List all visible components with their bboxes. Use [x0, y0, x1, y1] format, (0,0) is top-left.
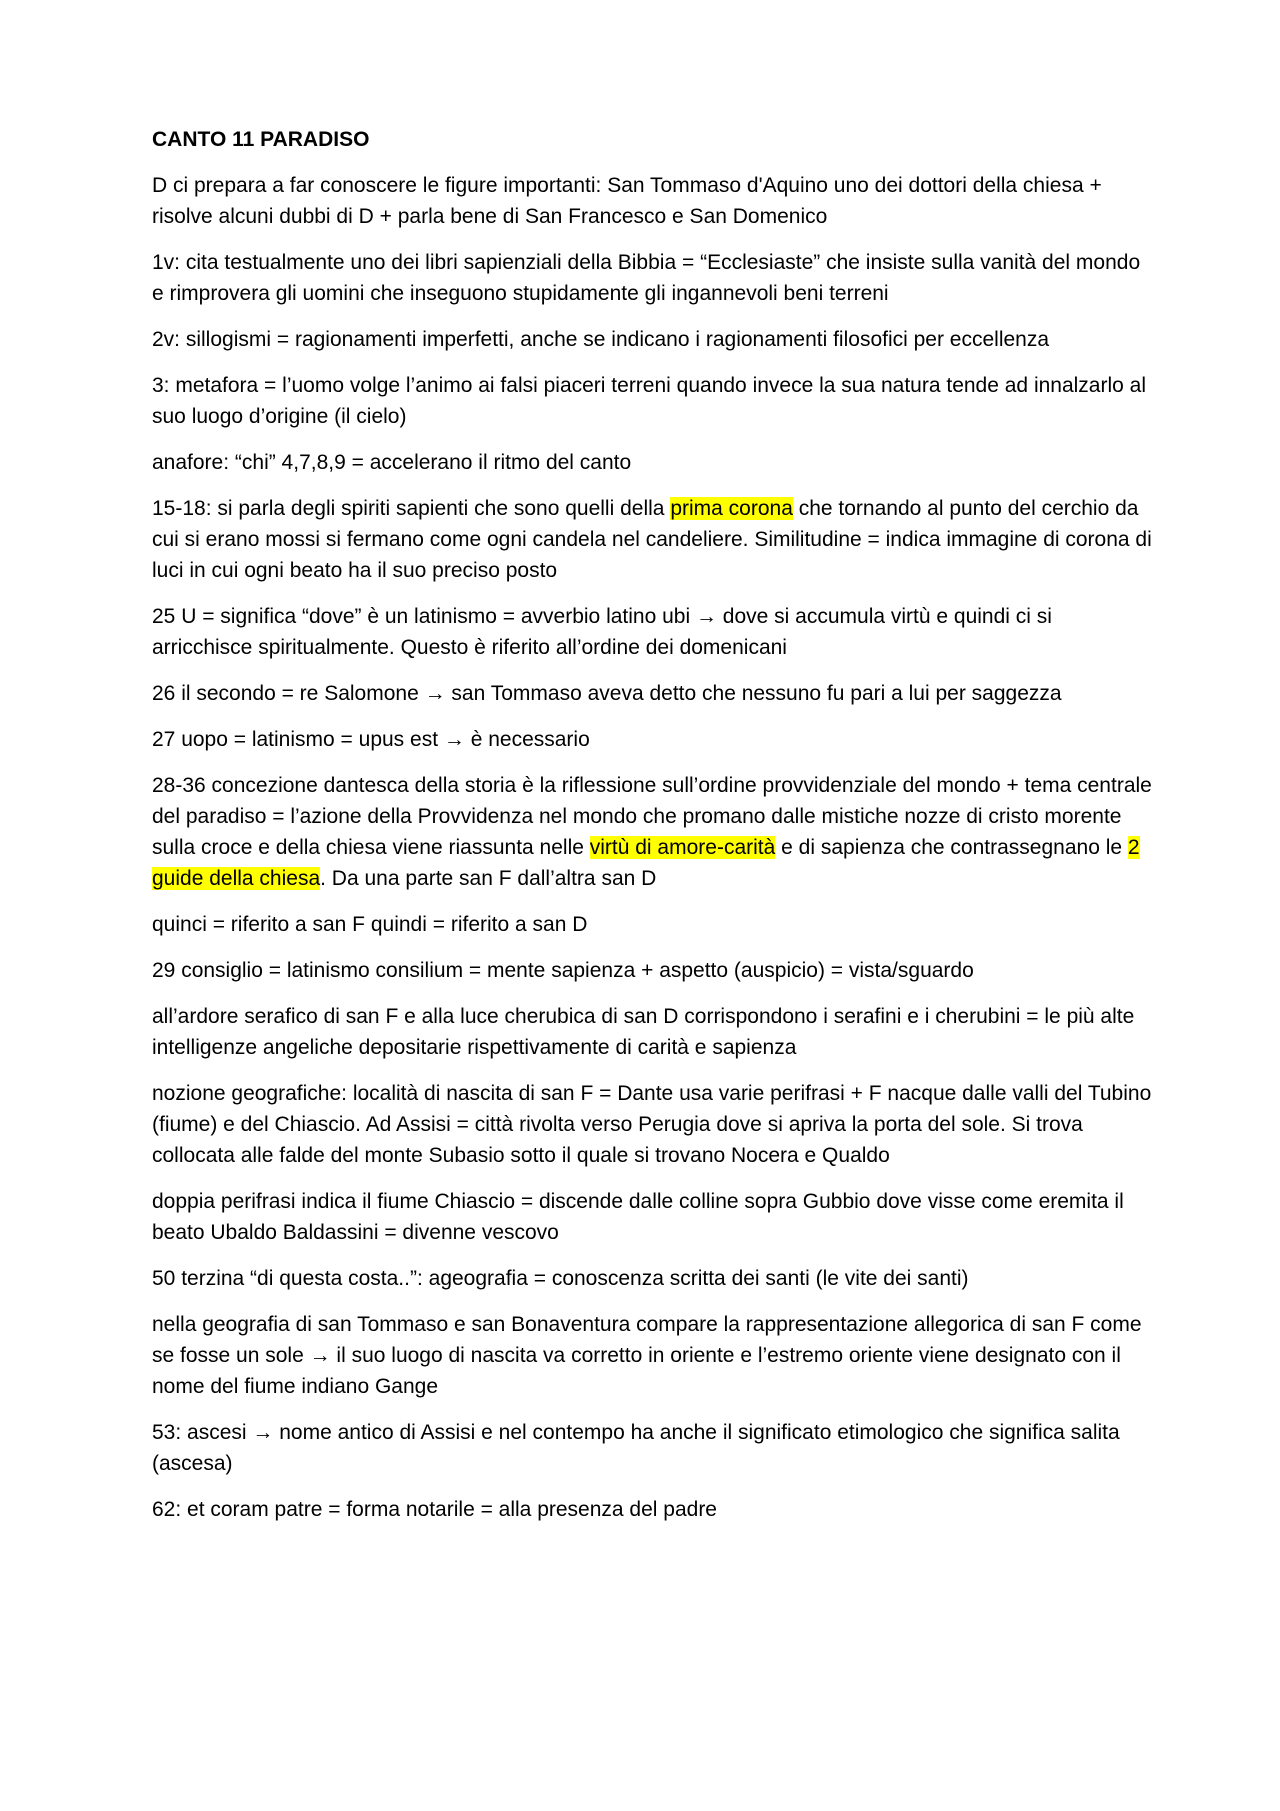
paragraph-text: e di sapienza che contrassegnano le [775, 836, 1128, 859]
paragraph-text: doppia perifrasi indica il fiume Chiascio = discende dalle colline sopra Gubbio dove visse come eremita il beato Ubaldo Baldassini = divenne vescovo [152, 1190, 1124, 1244]
paragraph [152, 724, 1152, 755]
paragraph-text: 25 U = significa “dove” è un latinismo = avverbio latino ubi → dove si accumula virtù e quindi ci si arricchisce spiritualmente. Questo è riferito all’ordine dei domenicani [152, 605, 1052, 659]
paragraph-text: anafore: “chi” 4,7,8,9 = accelerano il ritmo del canto [152, 451, 632, 474]
paragraph-text: . Da una parte san F dall’altra san D [320, 867, 657, 890]
paragraph [152, 909, 1152, 940]
paragraph [152, 770, 1152, 894]
paragraph [152, 678, 1152, 709]
paragraph [152, 493, 1152, 586]
paragraph [152, 447, 1152, 478]
document-page [152, 124, 1152, 1540]
highlighted-text: prima corona [670, 497, 793, 520]
paragraph [152, 955, 1152, 986]
paragraph [152, 370, 1152, 432]
paragraph-text: 26 il secondo = re Salomone → san Tommaso aveva detto che nessuno fu pari a lui per saggezza [152, 682, 1062, 705]
paragraph [152, 601, 1152, 663]
paragraph-text: 2v: sillogismi = ragionamenti imperfetti, anche se indicano i ragionamenti filosofici per eccellenza [152, 328, 1050, 351]
paragraph-text: 28-36 concezione dantesca della storia è la riflessione sull’ordine provvidenziale del mondo + tema centrale del paradiso = l’azione della Provvidenza nel mondo che promano dalle mistiche nozze di cristo morente sulla croce e della chiesa viene riassunta nelle [152, 774, 1152, 859]
paragraph-text: che tornando al punto del cerchio da cui si erano mossi si fermano come ogni candela nel candeliere. Similitudine = indica immagine di corona di luci in cui ogni beato ha il suo preciso posto [152, 497, 1152, 582]
paragraph [152, 170, 1152, 232]
paragraph-text: quinci = riferito a san F quindi = riferito a san D [152, 913, 588, 936]
paragraph [152, 324, 1152, 355]
paragraph [152, 247, 1152, 309]
paragraph-text: nozione geografiche: località di nascita di san F = Dante usa varie perifrasi + F nacque dalle valli del Tubino (fiume) e del Chiascio. Ad Assisi = città rivolta verso Perugia dove si apriva la porta del sole. Si trova collocata alle falde del monte Subasio sotto il quale si trovano Nocera e Qualdo [152, 1082, 1152, 1167]
paragraph [152, 1186, 1152, 1248]
paragraph-text: 50 terzina “di questa costa..”: ageografia = conoscenza scritta dei santi (le vite dei santi) [152, 1267, 969, 1290]
highlighted-text: 2 guide della chiesa [152, 836, 1140, 890]
paragraph-text: nella geografia di san Tommaso e san Bonaventura compare la rappresentazione allegorica di san F come se fosse un sole → il suo luogo di nascita va corretto in oriente e l’estremo oriente viene designato con il nome del fiume indiano Gange [152, 1313, 1142, 1398]
paragraph [152, 1494, 1152, 1525]
document-title: CANTO 11 PARADISO [152, 128, 370, 151]
paragraph-text: 27 uopo = latinismo = upus est → è necessario [152, 728, 590, 751]
paragraph-text: all’ardore serafico di san F e alla luce cherubica di san D corrispondono i serafini e i cherubini = le più alte intelligenze angeliche depositarie rispettivamente di carità e sapienza [152, 1005, 1135, 1059]
paragraph-text: 62: et coram patre = forma notarile = alla presenza del padre [152, 1498, 717, 1521]
paragraph [152, 1263, 1152, 1294]
paragraph [152, 1001, 1152, 1063]
paragraph-text: 15-18: si parla degli spiriti sapienti che sono quelli della [152, 497, 671, 520]
paragraph-text: 1v: cita testualmente uno dei libri sapienziali della Bibbia = “Ecclesiaste” che insiste sulla vanità del mondo e rimprovera gli uomini che inseguono stupidamente gli ingannevoli beni terreni [152, 251, 1141, 305]
paragraph-text: D ci prepara a far conoscere le figure importanti: San Tommaso d'Aquino uno dei dottori della chiesa + risolve alcuni dubbi di D + parla bene di San Francesco e San Domenico [152, 174, 1102, 228]
paragraph [152, 1417, 1152, 1479]
paragraph-text: 29 consiglio = latinismo consilium = mente sapienza + aspetto (auspicio) = vista/sguardo [152, 959, 974, 982]
paragraph-text: 3: metafora = l’uomo volge l’animo ai falsi piaceri terreni quando invece la sua natura tende ad innalzarlo al suo luogo d’origine (il cielo) [152, 374, 1147, 428]
paragraph [152, 1309, 1152, 1402]
paragraph-text: 53: ascesi → nome antico di Assisi e nel contempo ha anche il significato etimologico che significa salita (ascesa) [152, 1421, 1120, 1475]
paragraph [152, 1078, 1152, 1171]
highlighted-text: virtù di amore-carità [589, 836, 776, 859]
document-body [152, 170, 1152, 1525]
